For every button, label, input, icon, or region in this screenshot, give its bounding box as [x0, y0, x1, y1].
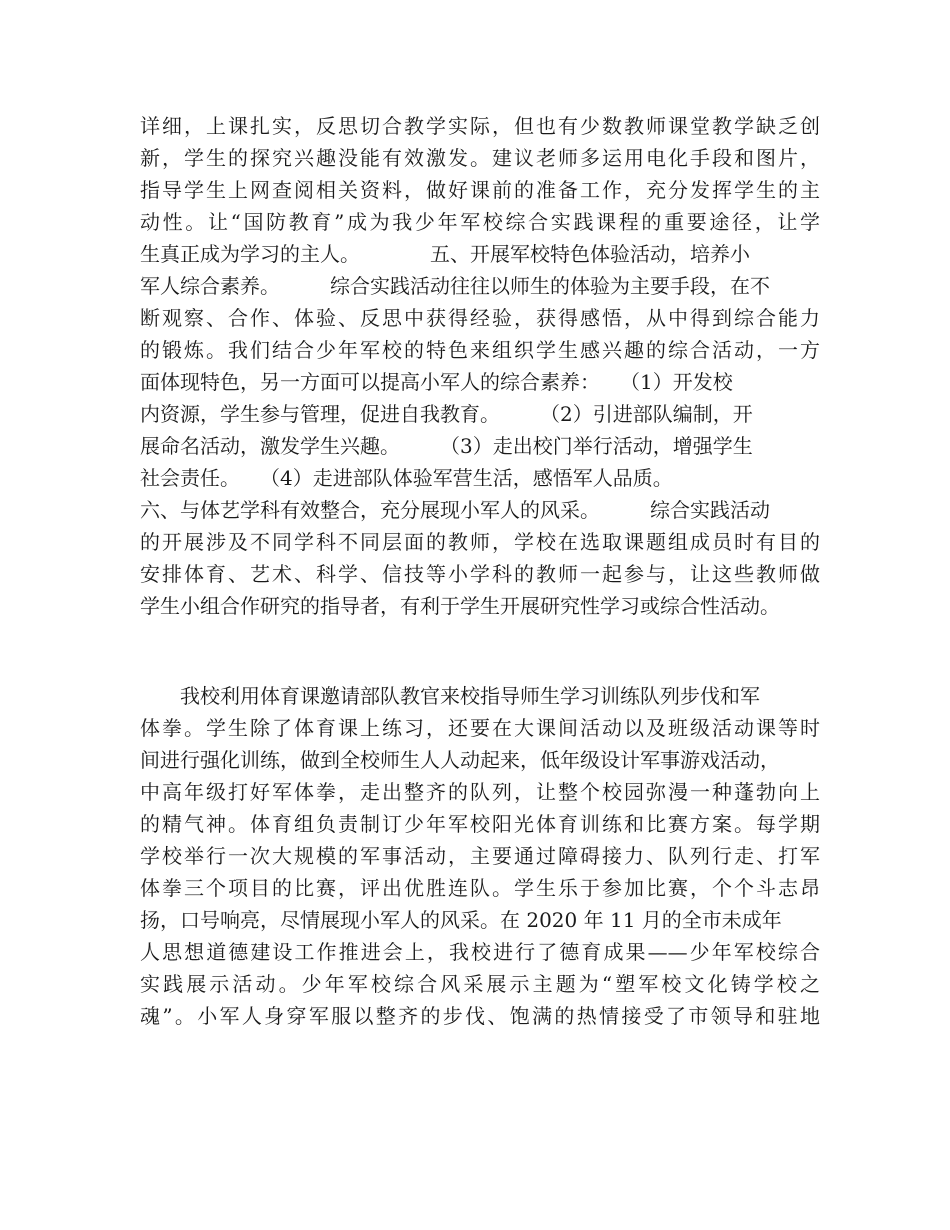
text-line: 六、与体艺学科有效整合，充分展现小军人的风采。 综合实践活动 — [140, 498, 770, 522]
text-line: 内资源，学生参与管理，促进自我教育。 （2）引进部队编制，开 — [140, 402, 753, 426]
text-line: 体拳三个项目的比赛，评出优胜连队。学生乐于参加比赛，个个斗志昂 — [140, 876, 820, 900]
text-line: 生真正成为学习的主人。 五、开展军校特色体验活动，培养小 — [140, 242, 750, 266]
text-line: 的锻炼。我们结合少年军校的特色来组织学生感兴趣的综合活动，一方 — [140, 338, 820, 362]
paragraph-1 — [140, 110, 820, 622]
text-line: 人思想道德建设工作推进会上，我校进行了德育成果——少年军校综合 — [140, 940, 820, 964]
text-line: 详细，上课扎实，反思切合教学实际，但也有少数教师课堂教学缺乏创 — [140, 114, 820, 138]
paragraph-2 — [140, 680, 820, 1032]
text-line: 学校举行一次大规模的军事活动，主要通过障碍接力、队列行走、打军 — [140, 844, 820, 868]
text-line: 的精气神。体育组负责制订少年军校阳光体育训练和比赛方案。每学期 — [140, 812, 820, 836]
text-line: 新，学生的探究兴趣没能有效激发。建议老师多运用电化手段和图片， — [140, 146, 820, 170]
text-line: 断观察、合作、体验、反思中获得经验，获得感悟，从中得到综合能力 — [140, 306, 820, 330]
text-line: 学生小组合作研究的指导者，有利于学生开展研究性学习或综合性活动。 — [140, 594, 780, 618]
text-line: 我校利用体育课邀请部队教官来校指导师生学习训练队列步伐和军 — [140, 684, 760, 708]
text-line: 安排体育、艺术、科学、信技等小学科的教师一起参与，让这些教师做 — [140, 562, 820, 586]
text-line: 展命名活动，激发学生兴趣。 （3）走出校门举行活动，增强学生 — [140, 434, 753, 458]
text-line: 社会责任。 （4）走进部队体验军营生活，感悟军人品质。 — [140, 466, 673, 490]
text-line: 中高年级打好军体拳，走出整齐的队列，让整个校园弥漫一种蓬勃向上 — [140, 780, 820, 804]
text-line: 指导学生上网查阅相关资料，做好课前的准备工作，充分发挥学生的主 — [140, 178, 820, 202]
text-line: 动性。让“国防教育”成为我少年军校综合实践课程的重要途径，让学 — [140, 210, 820, 234]
text-line: 扬，口号响亮，尽情展现小军人的风采。在 2020 年 11 月的全市未成年 — [140, 908, 782, 932]
text-line: 实践展示活动。少年军校综合风采展示主题为“塑军校文化铸学校之 — [140, 972, 820, 996]
text-line: 魂”。小军人身穿军服以整齐的步伐、饱满的热情接受了市领导和驻地 — [140, 1004, 820, 1028]
text-line: 间进行强化训练，做到全校师生人人动起来，低年级设计军事游戏活动， — [140, 748, 780, 772]
text-line: 体拳。学生除了体育课上练习，还要在大课间活动以及班级活动课等时 — [140, 716, 820, 740]
text-line: 军人综合素养。 综合实践活动往往以师生的体验为主要手段，在不 — [140, 274, 770, 298]
text-line: 面体现特色，另一方面可以提高小军人的综合素养： （1）开发校 — [140, 370, 733, 394]
text-line: 的开展涉及不同学科不同层面的教师，学校在选取课题组成员时有目的 — [140, 530, 820, 554]
